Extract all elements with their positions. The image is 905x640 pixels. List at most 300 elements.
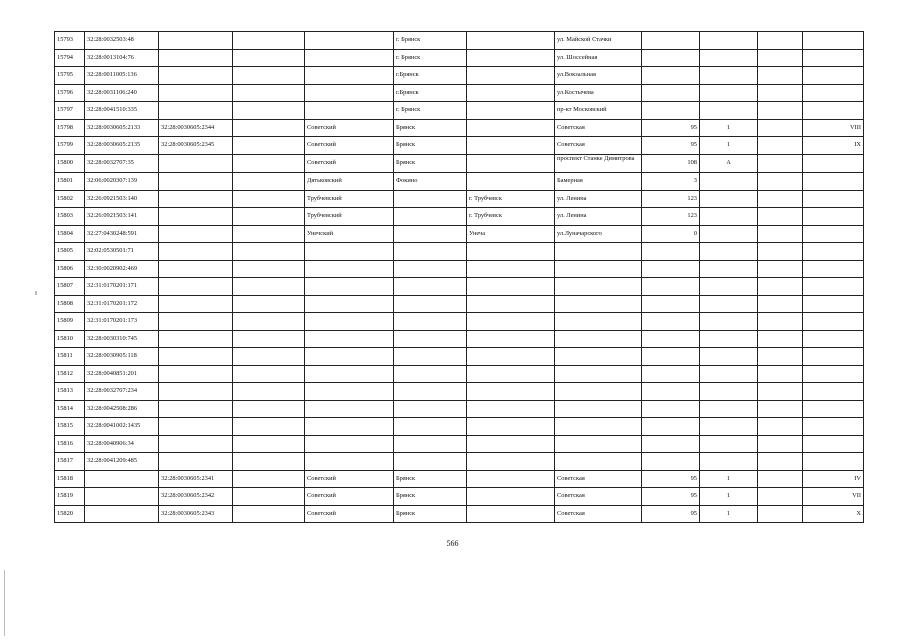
cell-house-number (642, 260, 700, 278)
cell-col-4 (233, 330, 305, 348)
cell-col-4 (233, 67, 305, 85)
cell-city (394, 365, 467, 383)
cell-col-11 (758, 453, 803, 471)
cell-street (555, 243, 642, 261)
cell-street: пр-кт Московский (555, 102, 642, 120)
page-number: 566 (446, 539, 459, 548)
cell-settlement (467, 330, 555, 348)
cell-col-4 (233, 278, 305, 296)
table-row (55, 383, 864, 401)
cell-settlement (467, 313, 555, 331)
cell-house-number (642, 313, 700, 331)
cell-house-number (642, 435, 700, 453)
cell-col-4 (233, 453, 305, 471)
cell-parent-cadastral-number (159, 260, 233, 278)
cell-cadastral-number: 32:06:0020307:139 (85, 173, 159, 191)
cell-street: Бамерная (555, 173, 642, 191)
cell-district: Унечский (305, 225, 394, 243)
cell-cadastral-number: 32:28:0041510:335 (85, 102, 159, 120)
cell-building-number: 1 (700, 470, 758, 488)
cell-record-number: 15814 (55, 400, 85, 418)
cell-city: Брянск (394, 137, 467, 155)
cell-house-number (642, 278, 700, 296)
cell-col-4 (233, 243, 305, 261)
cell-street (555, 400, 642, 418)
cell-district (305, 32, 394, 50)
cell-settlement (467, 154, 555, 173)
cell-col-4 (233, 348, 305, 366)
cell-district (305, 278, 394, 296)
cell-parent-cadastral-number (159, 400, 233, 418)
cell-cadastral-number: 32:28:0030605:2133 (85, 119, 159, 137)
cell-building-number: 1 (700, 488, 758, 506)
cell-col-11 (758, 383, 803, 401)
cell-col-4 (233, 32, 305, 50)
cell-city (394, 348, 467, 366)
cell-house-number (642, 348, 700, 366)
cell-city: Брянск (394, 488, 467, 506)
cell-apartment-number (803, 348, 864, 366)
cell-settlement (467, 418, 555, 436)
cell-parent-cadastral-number (159, 348, 233, 366)
cell-street (555, 330, 642, 348)
table-row (55, 154, 864, 173)
cell-cadastral-number: 32:26:0921503:141 (85, 208, 159, 226)
cell-parent-cadastral-number: 32:28:0030605:2344 (159, 119, 233, 137)
cell-apartment-number (803, 418, 864, 436)
cell-record-number: 15794 (55, 49, 85, 67)
cell-col-4 (233, 84, 305, 102)
cell-house-number (642, 67, 700, 85)
scan-edge (4, 570, 5, 636)
cell-district (305, 435, 394, 453)
records-table (54, 31, 864, 523)
cell-cadastral-number: 32:28:0011005:136 (85, 67, 159, 85)
cell-street: ул.Вокзальная (555, 67, 642, 85)
cell-cadastral-number: 32:28:0040906:34 (85, 435, 159, 453)
cell-cadastral-number: 32:28:0032707:35 (85, 154, 159, 173)
cell-street (555, 365, 642, 383)
cell-settlement (467, 365, 555, 383)
table-row (55, 418, 864, 436)
cell-settlement (467, 278, 555, 296)
cell-city: Брянск (394, 505, 467, 523)
cell-col-11 (758, 488, 803, 506)
cell-col-11 (758, 330, 803, 348)
cell-settlement (467, 295, 555, 313)
cell-parent-cadastral-number (159, 154, 233, 173)
table-row (55, 190, 864, 208)
cell-district (305, 348, 394, 366)
cell-city: Фокино (394, 173, 467, 191)
table-row (55, 453, 864, 471)
table-row (55, 49, 864, 67)
cell-cadastral-number: 32:31:0170201:173 (85, 313, 159, 331)
cell-parent-cadastral-number (159, 295, 233, 313)
cell-col-11 (758, 154, 803, 173)
cell-cadastral-number (85, 488, 159, 506)
cell-district: Советский (305, 119, 394, 137)
cell-cadastral-number: 32:02:0530501:71 (85, 243, 159, 261)
cell-house-number: 95 (642, 119, 700, 137)
table-row (55, 102, 864, 120)
table-row (55, 365, 864, 383)
cell-city (394, 260, 467, 278)
cell-city (394, 418, 467, 436)
cell-building-number (700, 49, 758, 67)
cell-parent-cadastral-number: 32:28:0030605:2343 (159, 505, 233, 523)
cell-apartment-number (803, 67, 864, 85)
cell-col-4 (233, 383, 305, 401)
cell-city (394, 435, 467, 453)
cell-apartment-number (803, 32, 864, 50)
cell-building-number (700, 260, 758, 278)
cell-record-number: 15816 (55, 435, 85, 453)
cell-district: Советский (305, 154, 394, 173)
cell-house-number: 108 (642, 154, 700, 173)
cell-apartment-number (803, 313, 864, 331)
cell-city: Брянск (394, 470, 467, 488)
cell-building-number (700, 400, 758, 418)
cell-settlement (467, 84, 555, 102)
cell-street (555, 435, 642, 453)
cell-house-number: 3 (642, 173, 700, 191)
cell-building-number (700, 453, 758, 471)
cell-record-number: 15809 (55, 313, 85, 331)
cell-district (305, 383, 394, 401)
cell-street: Советская (555, 119, 642, 137)
table-row (55, 278, 864, 296)
cell-district (305, 313, 394, 331)
cell-house-number (642, 295, 700, 313)
cell-col-11 (758, 260, 803, 278)
cell-record-number: 15811 (55, 348, 85, 366)
cell-parent-cadastral-number (159, 313, 233, 331)
cell-record-number: 15805 (55, 243, 85, 261)
cell-col-4 (233, 190, 305, 208)
cell-city (394, 278, 467, 296)
table-row (55, 173, 864, 191)
cell-settlement (467, 49, 555, 67)
cell-cadastral-number: 32:28:0041002:1435 (85, 418, 159, 436)
cell-apartment-number (803, 49, 864, 67)
cell-col-11 (758, 313, 803, 331)
cell-apartment-number: X (803, 505, 864, 523)
cell-parent-cadastral-number (159, 102, 233, 120)
cell-cadastral-number: 32:26:0921503:140 (85, 190, 159, 208)
cell-city (394, 400, 467, 418)
table-row (55, 330, 864, 348)
cell-record-number: 15800 (55, 154, 85, 173)
cell-building-number (700, 418, 758, 436)
cell-parent-cadastral-number (159, 84, 233, 102)
cell-col-4 (233, 313, 305, 331)
cell-cadastral-number: 32:28:0013104:76 (85, 49, 159, 67)
cell-cadastral-number: 32:28:0040851:201 (85, 365, 159, 383)
cell-street: Советская (555, 470, 642, 488)
cell-record-number: 15804 (55, 225, 85, 243)
table-row (55, 313, 864, 331)
cell-building-number (700, 173, 758, 191)
table-row (55, 470, 864, 488)
cell-parent-cadastral-number (159, 225, 233, 243)
cell-city (394, 313, 467, 331)
table-row (55, 488, 864, 506)
cell-district (305, 365, 394, 383)
cell-apartment-number: IX (803, 137, 864, 155)
cell-district (305, 49, 394, 67)
cell-district (305, 84, 394, 102)
cell-house-number (642, 418, 700, 436)
cell-building-number (700, 243, 758, 261)
cell-building-number (700, 67, 758, 85)
cell-city: г.Брянск (394, 67, 467, 85)
cell-col-11 (758, 225, 803, 243)
cell-street (555, 453, 642, 471)
cell-house-number: 0 (642, 225, 700, 243)
cell-street: Советская (555, 488, 642, 506)
cell-city: Брянск (394, 154, 467, 173)
cell-col-4 (233, 119, 305, 137)
cell-settlement (467, 137, 555, 155)
cell-apartment-number (803, 453, 864, 471)
table-row (55, 295, 864, 313)
cell-building-number: 1 (700, 137, 758, 155)
cell-city (394, 453, 467, 471)
cell-col-11 (758, 49, 803, 67)
cell-district: Советский (305, 505, 394, 523)
cell-record-number: 15817 (55, 453, 85, 471)
cell-apartment-number (803, 260, 864, 278)
cell-apartment-number (803, 190, 864, 208)
cell-col-11 (758, 67, 803, 85)
cell-street (555, 383, 642, 401)
cell-house-number (642, 330, 700, 348)
cell-district (305, 102, 394, 120)
cell-apartment-number (803, 278, 864, 296)
cell-cadastral-number (85, 470, 159, 488)
cell-cadastral-number: 32:28:0030310:745 (85, 330, 159, 348)
cell-col-4 (233, 225, 305, 243)
cell-street (555, 295, 642, 313)
cell-city (394, 190, 467, 208)
cell-district (305, 295, 394, 313)
cell-settlement (467, 348, 555, 366)
cell-record-number: 15793 (55, 32, 85, 50)
cell-apartment-number (803, 383, 864, 401)
cell-building-number (700, 313, 758, 331)
cell-col-11 (758, 505, 803, 523)
cell-col-4 (233, 260, 305, 278)
cell-apartment-number: IV (803, 470, 864, 488)
cell-building-number: А (700, 154, 758, 173)
cell-house-number (642, 365, 700, 383)
cell-house-number: 95 (642, 505, 700, 523)
cell-city (394, 225, 467, 243)
cell-parent-cadastral-number (159, 453, 233, 471)
cell-city: г. Брянск (394, 49, 467, 67)
cell-building-number (700, 330, 758, 348)
scan-mark (35, 291, 37, 295)
cell-parent-cadastral-number (159, 418, 233, 436)
cell-settlement (467, 435, 555, 453)
cell-col-4 (233, 365, 305, 383)
table-row (55, 243, 864, 261)
cell-parent-cadastral-number (159, 330, 233, 348)
cell-street: ул. Шоссейная (555, 49, 642, 67)
cell-record-number: 15820 (55, 505, 85, 523)
cell-record-number: 15806 (55, 260, 85, 278)
cell-settlement (467, 383, 555, 401)
cell-apartment-number (803, 208, 864, 226)
cell-settlement (467, 67, 555, 85)
cell-col-11 (758, 400, 803, 418)
cell-record-number: 15808 (55, 295, 85, 313)
cell-house-number (642, 49, 700, 67)
cell-house-number (642, 84, 700, 102)
cell-street: проспект Станке Димитрова (555, 154, 642, 173)
cell-record-number: 15799 (55, 137, 85, 155)
cell-apartment-number (803, 102, 864, 120)
cell-parent-cadastral-number (159, 383, 233, 401)
cell-street (555, 418, 642, 436)
cell-parent-cadastral-number (159, 435, 233, 453)
cell-record-number: 15813 (55, 383, 85, 401)
cell-district: Советский (305, 488, 394, 506)
cell-apartment-number (803, 295, 864, 313)
table-row (55, 348, 864, 366)
cell-district (305, 400, 394, 418)
cell-house-number: 95 (642, 137, 700, 155)
cell-col-11 (758, 418, 803, 436)
cell-building-number (700, 84, 758, 102)
cell-building-number (700, 365, 758, 383)
cell-col-4 (233, 102, 305, 120)
cell-building-number (700, 32, 758, 50)
cell-apartment-number (803, 84, 864, 102)
cell-apartment-number (803, 365, 864, 383)
cell-apartment-number (803, 154, 864, 173)
table-row (55, 505, 864, 523)
cell-city (394, 243, 467, 261)
cell-city (394, 383, 467, 401)
cell-street: Советская (555, 137, 642, 155)
cell-house-number: 123 (642, 190, 700, 208)
cell-apartment-number (803, 400, 864, 418)
cell-apartment-number: VIII (803, 119, 864, 137)
cell-city: г.Брянск (394, 84, 467, 102)
cell-col-11 (758, 137, 803, 155)
cell-col-4 (233, 295, 305, 313)
cell-district (305, 453, 394, 471)
cell-cadastral-number: 32:28:0041209:485 (85, 453, 159, 471)
cell-col-4 (233, 137, 305, 155)
cell-district (305, 243, 394, 261)
cell-building-number (700, 190, 758, 208)
cell-col-11 (758, 119, 803, 137)
cell-settlement (467, 173, 555, 191)
cell-col-4 (233, 505, 305, 523)
cell-record-number: 15798 (55, 119, 85, 137)
cell-building-number (700, 295, 758, 313)
cell-building-number (700, 435, 758, 453)
cell-building-number (700, 225, 758, 243)
cell-district: Дятьковский (305, 173, 394, 191)
cell-cadastral-number (85, 505, 159, 523)
cell-cadastral-number: 32:28:0030605:2135 (85, 137, 159, 155)
cell-parent-cadastral-number (159, 190, 233, 208)
cell-settlement (467, 488, 555, 506)
cell-district (305, 330, 394, 348)
cell-street: Советская (555, 505, 642, 523)
cell-house-number (642, 102, 700, 120)
cell-col-4 (233, 470, 305, 488)
cell-house-number (642, 400, 700, 418)
cell-record-number: 15810 (55, 330, 85, 348)
cell-settlement (467, 243, 555, 261)
cell-settlement (467, 453, 555, 471)
cell-cadastral-number: 32:31:0170201:172 (85, 295, 159, 313)
records-table-body (55, 32, 864, 523)
cell-city (394, 208, 467, 226)
cell-city: г. Брянск (394, 102, 467, 120)
cell-building-number (700, 383, 758, 401)
cell-record-number: 15801 (55, 173, 85, 191)
cell-house-number: 95 (642, 470, 700, 488)
cell-settlement (467, 400, 555, 418)
cell-col-11 (758, 295, 803, 313)
cell-col-11 (758, 470, 803, 488)
cell-col-11 (758, 365, 803, 383)
cell-record-number: 15807 (55, 278, 85, 296)
cell-cadastral-number: 32:28:0032503:48 (85, 32, 159, 50)
cell-building-number (700, 102, 758, 120)
cell-col-11 (758, 190, 803, 208)
cell-building-number: 1 (700, 119, 758, 137)
cell-col-11 (758, 243, 803, 261)
cell-col-11 (758, 348, 803, 366)
cell-house-number (642, 383, 700, 401)
cell-col-11 (758, 84, 803, 102)
cell-house-number (642, 32, 700, 50)
table-row (55, 225, 864, 243)
cell-col-11 (758, 435, 803, 453)
cell-col-4 (233, 49, 305, 67)
cell-settlement (467, 102, 555, 120)
cell-city: г. Брянск (394, 32, 467, 50)
cell-parent-cadastral-number (159, 67, 233, 85)
table-row (55, 67, 864, 85)
cell-cadastral-number: 32:28:0042508:286 (85, 400, 159, 418)
cell-district (305, 260, 394, 278)
cell-col-4 (233, 173, 305, 191)
cell-district (305, 67, 394, 85)
cell-parent-cadastral-number: 32:28:0030605:2341 (159, 470, 233, 488)
cell-street: ул.Луначарского (555, 225, 642, 243)
cell-building-number: 1 (700, 505, 758, 523)
cell-apartment-number (803, 243, 864, 261)
cell-apartment-number (803, 330, 864, 348)
cell-col-4 (233, 418, 305, 436)
cell-house-number (642, 453, 700, 471)
cell-city: Брянск (394, 119, 467, 137)
cell-building-number (700, 278, 758, 296)
table-row (55, 400, 864, 418)
cell-street (555, 313, 642, 331)
cell-street (555, 348, 642, 366)
table-row (55, 137, 864, 155)
cell-apartment-number (803, 225, 864, 243)
